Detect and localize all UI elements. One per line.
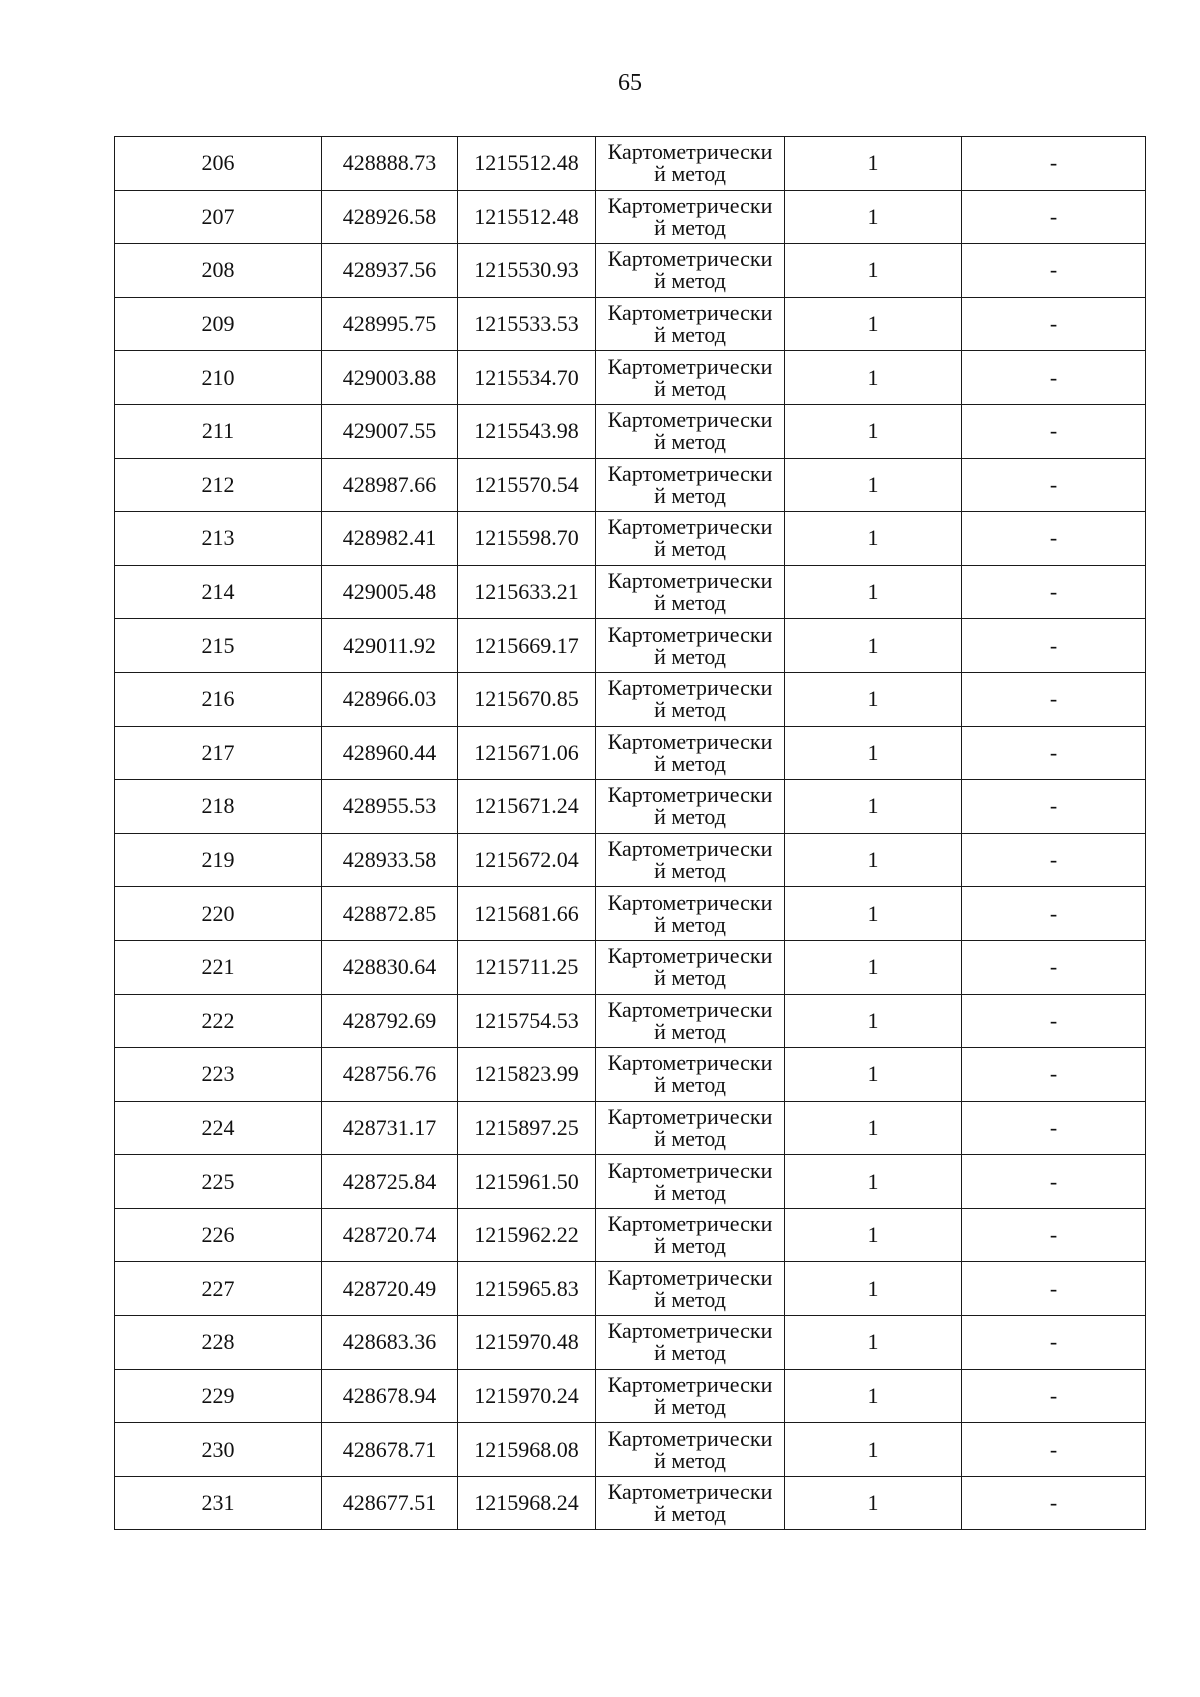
point-number-cell: 211 (115, 404, 322, 458)
page-number: 65 (618, 70, 642, 96)
point-number-cell: 220 (115, 887, 322, 941)
method-line-2: й метод (654, 965, 726, 991)
accuracy-cell: 1 (785, 1208, 962, 1262)
accuracy-cell: 1 (785, 1155, 962, 1209)
point-number-cell: 225 (115, 1155, 322, 1209)
x-coordinate-cell: 428677.51 (322, 1476, 458, 1530)
x-coordinate-cell: 428683.36 (322, 1316, 458, 1370)
x-coordinate-cell: 428720.49 (322, 1262, 458, 1316)
point-number-cell: 216 (115, 672, 322, 726)
method-line-1: Картометрически (607, 568, 773, 594)
y-coordinate-cell: 1215970.24 (458, 1369, 596, 1423)
point-number-cell: 206 (115, 137, 322, 191)
accuracy-cell: 1 (785, 297, 962, 351)
method-line-2: й метод (654, 1179, 726, 1205)
note-cell: - (962, 1262, 1146, 1316)
note-cell: - (962, 351, 1146, 405)
table-row (115, 833, 1146, 887)
method-cell (596, 565, 785, 619)
method-cell (596, 351, 785, 405)
x-coordinate-cell: 428955.53 (322, 780, 458, 834)
method-line-1: Картометрически (607, 1050, 773, 1076)
method-line-1: Картометрически (607, 192, 773, 218)
y-coordinate-cell: 1215970.48 (458, 1316, 596, 1370)
y-coordinate-cell: 1215512.48 (458, 137, 596, 191)
method-line-2: й метод (654, 214, 726, 240)
x-coordinate-cell: 428872.85 (322, 887, 458, 941)
method-line-2: й метод (654, 1340, 726, 1366)
method-cell (596, 458, 785, 512)
accuracy-cell: 1 (785, 244, 962, 298)
note-cell: - (962, 1208, 1146, 1262)
table-row (115, 1101, 1146, 1155)
accuracy-cell: 1 (785, 190, 962, 244)
method-line-1: Картометрически (607, 407, 773, 433)
x-coordinate-cell: 428926.58 (322, 190, 458, 244)
point-number-cell: 209 (115, 297, 322, 351)
method-line-2: й метод (654, 1447, 726, 1473)
x-coordinate-cell: 428756.76 (322, 1048, 458, 1102)
method-cell (596, 512, 785, 566)
note-cell: - (962, 619, 1146, 673)
table-row (115, 780, 1146, 834)
x-coordinate-cell: 428725.84 (322, 1155, 458, 1209)
y-coordinate-cell: 1215897.25 (458, 1101, 596, 1155)
note-cell: - (962, 1316, 1146, 1370)
y-coordinate-cell: 1215633.21 (458, 565, 596, 619)
method-line-2: й метод (654, 322, 726, 348)
note-cell: - (962, 1423, 1146, 1477)
note-cell: - (962, 672, 1146, 726)
accuracy-cell: 1 (785, 1423, 962, 1477)
point-number-cell: 230 (115, 1423, 322, 1477)
method-line-2: й метод (654, 429, 726, 455)
method-line-1: Картометрически (607, 1479, 773, 1505)
y-coordinate-cell: 1215672.04 (458, 833, 596, 887)
x-coordinate-cell: 428792.69 (322, 994, 458, 1048)
method-line-1: Картометрически (607, 1264, 773, 1290)
point-number-cell: 231 (115, 1476, 322, 1530)
point-number-cell: 218 (115, 780, 322, 834)
accuracy-cell: 1 (785, 1369, 962, 1423)
table-row (115, 297, 1146, 351)
method-line-2: й метод (654, 1286, 726, 1312)
y-coordinate-cell: 1215711.25 (458, 940, 596, 994)
method-line-2: й метод (654, 375, 726, 401)
note-cell: - (962, 780, 1146, 834)
y-coordinate-cell: 1215512.48 (458, 190, 596, 244)
note-cell: - (962, 1048, 1146, 1102)
method-line-2: й метод (654, 1233, 726, 1259)
method-line-2: й метод (654, 858, 726, 884)
note-cell: - (962, 512, 1146, 566)
note-cell: - (962, 887, 1146, 941)
note-cell: - (962, 994, 1146, 1048)
table-row (115, 1476, 1146, 1530)
method-cell (596, 619, 785, 673)
y-coordinate-cell: 1215968.08 (458, 1423, 596, 1477)
table-row (115, 1316, 1146, 1370)
note-cell: - (962, 1101, 1146, 1155)
method-cell (596, 1369, 785, 1423)
accuracy-cell: 1 (785, 833, 962, 887)
method-line-2: й метод (654, 1018, 726, 1044)
y-coordinate-cell: 1215669.17 (458, 619, 596, 673)
y-coordinate-cell: 1215823.99 (458, 1048, 596, 1102)
x-coordinate-cell: 428937.56 (322, 244, 458, 298)
y-coordinate-cell: 1215570.54 (458, 458, 596, 512)
table-row (115, 351, 1146, 405)
method-cell (596, 1476, 785, 1530)
table-row (115, 1262, 1146, 1316)
x-coordinate-cell: 429011.92 (322, 619, 458, 673)
method-line-2: й метод (654, 804, 726, 830)
method-line-1: Картометрически (607, 139, 773, 165)
table-row (115, 1048, 1146, 1102)
table-row (115, 619, 1146, 673)
method-line-1: Картометрически (607, 1318, 773, 1344)
y-coordinate-cell: 1215754.53 (458, 994, 596, 1048)
method-line-2: й метод (654, 643, 726, 669)
method-line-1: Картометрически (607, 1425, 773, 1451)
method-line-2: й метод (654, 268, 726, 294)
accuracy-cell: 1 (785, 780, 962, 834)
method-line-2: й метод (654, 161, 726, 187)
table-row (115, 137, 1146, 191)
table-body (115, 137, 1146, 1530)
method-line-1: Картометрически (607, 514, 773, 540)
x-coordinate-cell: 428987.66 (322, 458, 458, 512)
y-coordinate-cell: 1215530.93 (458, 244, 596, 298)
point-number-cell: 221 (115, 940, 322, 994)
coordinates-table (114, 136, 1146, 1530)
x-coordinate-cell: 428678.94 (322, 1369, 458, 1423)
table-row (115, 512, 1146, 566)
y-coordinate-cell: 1215543.98 (458, 404, 596, 458)
method-cell (596, 1262, 785, 1316)
method-line-1: Картометрически (607, 460, 773, 486)
method-line-1: Картометрически (607, 353, 773, 379)
point-number-cell: 213 (115, 512, 322, 566)
accuracy-cell: 1 (785, 404, 962, 458)
accuracy-cell: 1 (785, 619, 962, 673)
method-line-2: й метод (654, 750, 726, 776)
x-coordinate-cell: 428995.75 (322, 297, 458, 351)
x-coordinate-cell: 429007.55 (322, 404, 458, 458)
point-number-cell: 215 (115, 619, 322, 673)
x-coordinate-cell: 428888.73 (322, 137, 458, 191)
method-line-1: Картометрически (607, 1211, 773, 1237)
method-line-1: Картометрически (607, 943, 773, 969)
note-cell: - (962, 190, 1146, 244)
y-coordinate-cell: 1215671.24 (458, 780, 596, 834)
point-number-cell: 214 (115, 565, 322, 619)
method-line-1: Картометрически (607, 836, 773, 862)
method-cell (596, 887, 785, 941)
method-cell (596, 940, 785, 994)
method-line-2: й метод (654, 536, 726, 562)
y-coordinate-cell: 1215533.53 (458, 297, 596, 351)
point-number-cell: 228 (115, 1316, 322, 1370)
method-cell (596, 1101, 785, 1155)
note-cell: - (962, 244, 1146, 298)
note-cell: - (962, 137, 1146, 191)
x-coordinate-cell: 428678.71 (322, 1423, 458, 1477)
note-cell: - (962, 1476, 1146, 1530)
method-cell (596, 726, 785, 780)
note-cell: - (962, 1155, 1146, 1209)
note-cell: - (962, 458, 1146, 512)
table-row (115, 887, 1146, 941)
point-number-cell: 227 (115, 1262, 322, 1316)
accuracy-cell: 1 (785, 1476, 962, 1530)
point-number-cell: 219 (115, 833, 322, 887)
table-row (115, 190, 1146, 244)
accuracy-cell: 1 (785, 1101, 962, 1155)
x-coordinate-cell: 428720.74 (322, 1208, 458, 1262)
note-cell: - (962, 297, 1146, 351)
x-coordinate-cell: 429005.48 (322, 565, 458, 619)
x-coordinate-cell: 428966.03 (322, 672, 458, 726)
note-cell: - (962, 833, 1146, 887)
method-line-1: Картометрически (607, 996, 773, 1022)
method-line-1: Картометрически (607, 1371, 773, 1397)
method-line-2: й метод (654, 482, 726, 508)
table-row (115, 565, 1146, 619)
table-row (115, 726, 1146, 780)
accuracy-cell: 1 (785, 940, 962, 994)
note-cell: - (962, 565, 1146, 619)
method-cell (596, 244, 785, 298)
method-line-1: Картометрически (607, 782, 773, 808)
method-cell (596, 190, 785, 244)
method-cell (596, 1316, 785, 1370)
table-row (115, 458, 1146, 512)
method-cell (596, 1155, 785, 1209)
method-cell (596, 833, 785, 887)
accuracy-cell: 1 (785, 994, 962, 1048)
point-number-cell: 226 (115, 1208, 322, 1262)
method-cell (596, 1208, 785, 1262)
method-line-1: Картометрически (607, 246, 773, 272)
table-row (115, 940, 1146, 994)
y-coordinate-cell: 1215534.70 (458, 351, 596, 405)
method-line-1: Картометрически (607, 675, 773, 701)
accuracy-cell: 1 (785, 887, 962, 941)
accuracy-cell: 1 (785, 458, 962, 512)
accuracy-cell: 1 (785, 672, 962, 726)
table-row (115, 994, 1146, 1048)
method-cell (596, 297, 785, 351)
point-number-cell: 210 (115, 351, 322, 405)
method-line-1: Картометрически (607, 889, 773, 915)
method-cell (596, 137, 785, 191)
point-number-cell: 222 (115, 994, 322, 1048)
point-number-cell: 212 (115, 458, 322, 512)
table-row (115, 672, 1146, 726)
point-number-cell: 208 (115, 244, 322, 298)
accuracy-cell: 1 (785, 1048, 962, 1102)
point-number-cell: 229 (115, 1369, 322, 1423)
method-cell (596, 780, 785, 834)
y-coordinate-cell: 1215961.50 (458, 1155, 596, 1209)
y-coordinate-cell: 1215968.24 (458, 1476, 596, 1530)
method-cell (596, 1048, 785, 1102)
x-coordinate-cell: 429003.88 (322, 351, 458, 405)
y-coordinate-cell: 1215962.22 (458, 1208, 596, 1262)
x-coordinate-cell: 428731.17 (322, 1101, 458, 1155)
x-coordinate-cell: 428960.44 (322, 726, 458, 780)
method-line-2: й метод (654, 590, 726, 616)
table-row (115, 1155, 1146, 1209)
point-number-cell: 207 (115, 190, 322, 244)
table-row (115, 1369, 1146, 1423)
method-line-2: й метод (654, 1072, 726, 1098)
method-line-1: Картометрически (607, 1157, 773, 1183)
method-line-1: Картометрически (607, 621, 773, 647)
accuracy-cell: 1 (785, 726, 962, 780)
accuracy-cell: 1 (785, 565, 962, 619)
accuracy-cell: 1 (785, 1316, 962, 1370)
method-line-2: й метод (654, 1125, 726, 1151)
table-row (115, 1423, 1146, 1477)
method-cell (596, 994, 785, 1048)
x-coordinate-cell: 428830.64 (322, 940, 458, 994)
method-line-1: Картометрически (607, 728, 773, 754)
y-coordinate-cell: 1215681.66 (458, 887, 596, 941)
accuracy-cell: 1 (785, 351, 962, 405)
note-cell: - (962, 940, 1146, 994)
table-row (115, 404, 1146, 458)
table-row (115, 244, 1146, 298)
y-coordinate-cell: 1215598.70 (458, 512, 596, 566)
method-cell (596, 1423, 785, 1477)
table-row (115, 1208, 1146, 1262)
point-number-cell: 217 (115, 726, 322, 780)
method-line-1: Картометрически (607, 300, 773, 326)
method-line-2: й метод (654, 1501, 726, 1527)
note-cell: - (962, 1369, 1146, 1423)
method-line-1: Картометрически (607, 1103, 773, 1129)
point-number-cell: 224 (115, 1101, 322, 1155)
accuracy-cell: 1 (785, 512, 962, 566)
method-cell (596, 672, 785, 726)
y-coordinate-cell: 1215965.83 (458, 1262, 596, 1316)
method-cell (596, 404, 785, 458)
accuracy-cell: 1 (785, 137, 962, 191)
method-line-2: й метод (654, 697, 726, 723)
note-cell: - (962, 404, 1146, 458)
x-coordinate-cell: 428933.58 (322, 833, 458, 887)
method-line-2: й метод (654, 911, 726, 937)
note-cell: - (962, 726, 1146, 780)
accuracy-cell: 1 (785, 1262, 962, 1316)
y-coordinate-cell: 1215670.85 (458, 672, 596, 726)
x-coordinate-cell: 428982.41 (322, 512, 458, 566)
method-line-2: й метод (654, 1393, 726, 1419)
point-number-cell: 223 (115, 1048, 322, 1102)
y-coordinate-cell: 1215671.06 (458, 726, 596, 780)
